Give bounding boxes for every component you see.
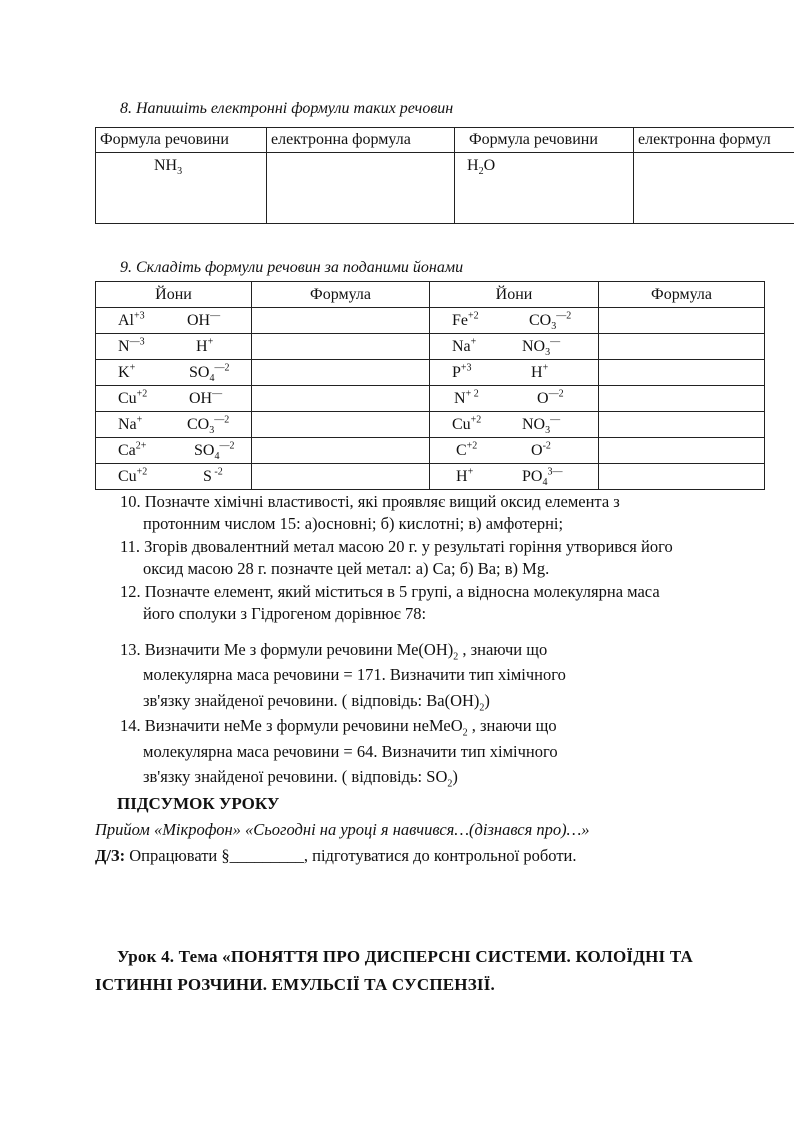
ion-symbol: PO: [522, 468, 543, 485]
formula-answer-cell[interactable]: [599, 360, 765, 386]
homework-line: Д/З: Опрацювати §_________, підготуватися до контрольної роботи.: [95, 846, 577, 865]
ion-charge: 2+: [135, 440, 147, 452]
ion-symbol: SO: [189, 364, 210, 381]
formula-answer-cell[interactable]: [599, 308, 765, 334]
ion-cation: [452, 312, 479, 330]
ion-cell: [430, 334, 599, 360]
q11-line2: оксид масою 28 г. позначте цей метал: а) Са; б) Ва; в) Mg.: [143, 559, 550, 578]
formula-answer-cell[interactable]: [252, 412, 430, 438]
ion-symbol: CO: [529, 312, 552, 329]
ion-index: 4: [542, 477, 548, 489]
ion-symbol: Cu: [118, 468, 137, 485]
formula-answer-cell[interactable]: [599, 464, 765, 490]
q10-line2: протонним числом 15: а)основні; б) кислотні; в) амфотерні;: [143, 514, 564, 533]
ion-symbol: OH: [187, 312, 211, 329]
ion-charge: +2: [466, 440, 478, 452]
ion-symbol: NO: [522, 338, 546, 355]
ion-cation: [118, 364, 135, 382]
ion-charge: —2: [214, 414, 230, 426]
ion-charge: —2: [214, 362, 230, 374]
ion-symbol: P: [452, 364, 461, 381]
ion-symbol: H: [196, 338, 208, 355]
table-row: [96, 412, 765, 438]
ion-charge: —2: [548, 388, 564, 400]
q12-line2: його сполуки з Гідрогеном дорівнює 78:: [143, 604, 427, 623]
ion-charge: -2: [211, 466, 223, 478]
formula-answer-cell[interactable]: [252, 438, 430, 464]
ion-anion: [531, 364, 548, 382]
ion-symbol: CO: [187, 416, 210, 433]
ion-charge: —2: [219, 440, 235, 452]
table-row: [96, 360, 765, 386]
ion-anion: [187, 414, 230, 437]
ion-cation: [118, 468, 147, 486]
ion-charge: +2: [468, 310, 479, 322]
ion-cell: [430, 360, 599, 386]
ion-cell: [96, 464, 252, 490]
ion-cation: [118, 338, 145, 356]
q13-line1: 13. Визначити Ме з формули речовини $Ме(ОН)_2$ , знаючи що: [120, 640, 548, 663]
ion-charge: +3: [134, 310, 145, 322]
ion-charge: 3—: [547, 466, 563, 478]
ion-cation: [118, 312, 145, 330]
table-row: [96, 334, 765, 360]
ion-cation: [118, 442, 146, 460]
ion-symbol: SO: [194, 442, 215, 459]
formula-answer-cell[interactable]: [599, 438, 765, 464]
ion-cell: [96, 308, 252, 334]
q8-header-cell: електронна формула: [267, 128, 455, 153]
ion-charge: +2: [136, 388, 148, 400]
ion-anion: [189, 362, 230, 385]
formula-answer-cell[interactable]: [252, 360, 430, 386]
ion-cell: [96, 412, 252, 438]
ion-symbol: K: [118, 364, 130, 381]
formula-answer-cell[interactable]: [252, 308, 430, 334]
ion-cell: [96, 438, 252, 464]
ion-charge: +2: [470, 414, 482, 426]
ion-charge: +2: [136, 466, 148, 478]
q14-line1: 14. Визначити неМе з формули речовини неМеО$_2$ , знаючи що: [120, 716, 557, 739]
q9-header-cell: Формула: [599, 282, 765, 308]
ion-symbol: Cu: [452, 416, 471, 433]
ion-cation: [118, 390, 147, 408]
ion-cation: [456, 468, 473, 486]
ion-charge: —: [210, 310, 221, 322]
ion-cell: [430, 464, 599, 490]
q9-title: 9. Складіть формули речовин за поданими йонами: [120, 259, 464, 276]
ion-symbol: Cu: [118, 390, 137, 407]
ion-cation: [456, 442, 477, 460]
table-row: [96, 464, 765, 490]
ion-symbol: Al: [118, 312, 134, 329]
ion-index: 3: [209, 425, 215, 437]
ion-cell: [96, 360, 252, 386]
q11-line1: 11. Згорів двовалентний метал масою 20 г. у результаті горіння утворився його: [120, 537, 673, 556]
q8-title: 8. Напишіть електронні формули таких речовин: [120, 100, 454, 117]
table-row: [96, 386, 765, 412]
q9-table: [95, 281, 765, 490]
q13-line2: молекулярна маса речовини = 171. Визначити тип хімічного: [143, 665, 566, 684]
ion-symbol: OH: [189, 390, 213, 407]
q13-line3: зв'язку знайденої речовини. ( відповідь: $Ba(OH)_2$): [143, 691, 490, 714]
ion-charge: +: [467, 466, 474, 478]
ion-cation: [454, 390, 479, 408]
ion-cell: [430, 386, 599, 412]
ion-charge: —: [550, 336, 561, 348]
ion-charge: —3: [129, 336, 145, 348]
ion-charge: -2: [542, 440, 551, 452]
ion-symbol: Na: [118, 416, 137, 433]
ion-symbol: S: [203, 468, 212, 485]
q9-header-cell: Йони: [96, 282, 252, 308]
summary-technique: Прийом «Мікрофон» «Сьогодні на уроці я навчився…(дізнався про)…»: [95, 820, 590, 839]
ion-anion: [187, 312, 220, 330]
ion-symbol: H: [456, 468, 468, 485]
q8-table: [95, 127, 794, 224]
ion-cell: [96, 386, 252, 412]
ion-charge: +: [129, 362, 136, 374]
ion-charge: +: [542, 362, 549, 374]
ion-anion: [189, 390, 222, 408]
ion-anion: [529, 310, 572, 333]
ion-charge: +: [136, 414, 143, 426]
q8-answer-cell[interactable]: [634, 153, 794, 224]
ion-symbol: Ca: [118, 442, 136, 459]
ion-cation: [452, 338, 476, 356]
ion-cation: [452, 416, 481, 434]
q14-line3: зв'язку знайденої речовини. ( відповідь: $SO_2$): [143, 767, 458, 790]
ion-cell: [430, 412, 599, 438]
formula-answer-cell[interactable]: [252, 464, 430, 490]
ion-cell: [430, 438, 599, 464]
ion-symbol: Na: [452, 338, 471, 355]
ion-cell: [96, 334, 252, 360]
formula-answer-cell[interactable]: [599, 334, 765, 360]
ion-anion: [203, 468, 223, 486]
ion-index: 4: [209, 373, 215, 385]
q8-header-cell: електронна формул: [634, 128, 794, 153]
ion-anion: [537, 390, 564, 408]
q8-header-cell: Формула речовини: [455, 128, 634, 153]
ion-symbol: H: [531, 364, 543, 381]
ion-anion: [194, 440, 235, 463]
ion-anion: [531, 442, 551, 460]
ion-cell: [430, 308, 599, 334]
ion-symbol: O: [537, 390, 549, 407]
ion-symbol: C: [456, 442, 467, 459]
ion-symbol: NO: [522, 416, 546, 433]
q10-line1: 10. Позначте хімічні властивості, які проявляє вищий оксид елемента з: [120, 492, 620, 511]
ion-index: 3: [545, 347, 551, 359]
q8-answer-cell[interactable]: [267, 153, 455, 224]
q12-line1: 12. Позначте елемент, який міститься в 5 групі, а відносна молекулярна маса: [120, 582, 660, 601]
ion-index: 3: [551, 321, 557, 333]
ion-anion: [196, 338, 213, 356]
ion-index: 3: [545, 425, 551, 437]
table-row: [96, 308, 765, 334]
ion-charge: + 2: [465, 388, 479, 400]
q8-formula-cell: $NH_3$: [96, 153, 267, 224]
ion-symbol: Fe: [452, 312, 468, 329]
q14-line2: молекулярна маса речовини = 64. Визначити тип хімічного: [143, 742, 558, 761]
q9-header-cell: Йони: [430, 282, 599, 308]
ion-symbol: N: [118, 338, 130, 355]
formula-answer-cell[interactable]: [252, 386, 430, 412]
q8-formula-cell: $H_2O$: [455, 153, 634, 224]
q8-header-cell: Формула речовини: [96, 128, 267, 153]
q9-header-cell: Формула: [252, 282, 430, 308]
summary-heading: ПІДСУМОК УРОКУ: [117, 794, 280, 813]
lesson4-title-line2: ІСТИННІ РОЗЧИНИ. ЕМУЛЬСІЇ ТА СУСПЕНЗІЇ.: [95, 975, 495, 994]
ion-cation: [452, 364, 472, 382]
formula-answer-cell[interactable]: [599, 386, 765, 412]
ion-charge: +: [470, 336, 477, 348]
ion-charge: —: [212, 388, 223, 400]
ion-charge: +: [207, 336, 214, 348]
table-row: [96, 438, 765, 464]
ion-index: 4: [214, 451, 220, 463]
ion-symbol: N: [454, 390, 466, 407]
formula-answer-cell[interactable]: [252, 334, 430, 360]
ion-cation: [118, 416, 142, 434]
ion-anion: [522, 466, 563, 489]
ion-charge: +3: [460, 362, 472, 374]
ion-charge: —: [550, 414, 561, 426]
formula-answer-cell[interactable]: [599, 412, 765, 438]
ion-anion: [522, 414, 561, 437]
ion-charge: —2: [556, 310, 572, 322]
ion-symbol: O: [531, 442, 543, 459]
lesson4-title-line1: Урок 4. Тема «ПОНЯТТЯ ПРО ДИСПЕРСНІ СИСТЕМИ. КОЛОЇДНІ ТА: [117, 947, 693, 966]
ion-anion: [522, 336, 561, 359]
